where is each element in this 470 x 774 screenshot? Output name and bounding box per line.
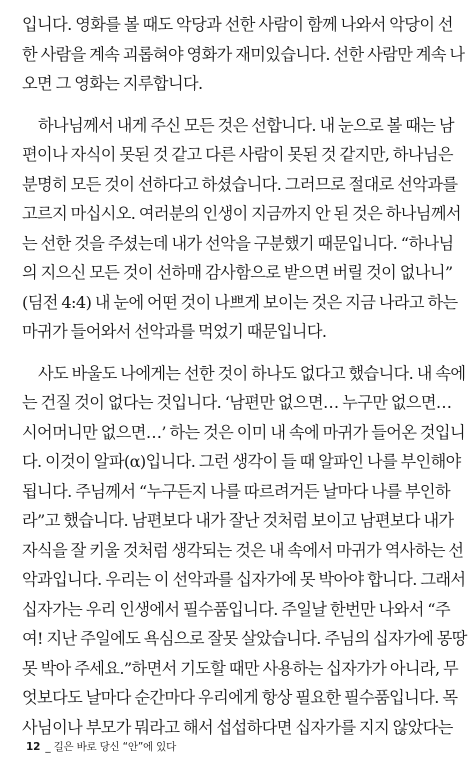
paragraph [22, 111, 461, 347]
text-line: 여! 지난 주일에도 욕심으로 잘못 살았습니다. 주님의 십자가에 몽땅 [22, 629, 467, 648]
text-line: 다. 이것이 알파(α)입니다. 그런 생각이 들 때 알파인 나를 부인해야 [22, 452, 461, 471]
page-number: 12 [26, 741, 41, 753]
text-line: 한 사람을 계속 괴롭혀야 영화가 재미있습니다. 선한 사람만 계속 나 [22, 44, 465, 64]
body-text [22, 10, 467, 742]
text-line: 라”고 했습니다. 남편보다 내가 잘난 것처럼 보이고 남편보다 내가 [22, 511, 454, 530]
paragraph-gap [22, 347, 448, 359]
paragraph-gap [22, 99, 448, 111]
text-line: 의 지으신 모든 것이 선하매 감사함으로 받으면 버릴 것이 없나니” [22, 263, 453, 282]
text-line: 는 건질 것이 없다는 것입니다. ‘남편만 없으면… 누구만 없으면… [22, 393, 452, 412]
text-line: 사님이나 부모가 뭐라고 해서 섭섭하다면 십자가를 지지 않았다는 [22, 717, 453, 737]
text-line: 엇보다도 날마다 순간마다 우리에게 항상 필요한 필수품입니다. 목 [22, 688, 458, 707]
text-line: 오면 그 영화는 지루합니다. [22, 74, 203, 93]
text-line: 입니다. 영화를 볼 때도 악당과 선한 사람이 함께 나와서 악당이 선 [22, 15, 453, 34]
paragraph [22, 10, 465, 99]
text-line: 고르지 마십시오. 여러분의 인생이 지금까지 안 된 것은 하나님께서 [22, 204, 461, 223]
paragraph [22, 359, 467, 743]
text-line: 사도 바울도 나에게는 선한 것이 하나도 없다고 했습니다. 내 속에 [38, 363, 466, 383]
text-line: 분명히 모든 것이 선하다고 하셨습니다. 그러므로 절대로 선악과를 [22, 174, 458, 194]
text-line: (딤전 4:4) 내 눈에 어떤 것이 나쁘게 보이는 것은 지금 나라고 하는 [22, 292, 458, 312]
text-line: 하나님께서 내게 주신 모든 것은 선합니다. 내 눈으로 볼 때는 남 [38, 115, 454, 135]
text-line: 시어머니만 없으면…’ 하는 것은 이미 내 속에 마귀가 들어온 것입니 [22, 422, 466, 442]
book-title: 길은 바로 당신 “안”에 있다 [53, 741, 177, 753]
text-line: 는 선한 것을 주셨는데 내가 선악을 구분했기 때문입니다. “하나님 [22, 233, 454, 253]
text-line: 마귀가 들어와서 선악과를 먹었기 때문입니다. [22, 322, 327, 341]
text-line: 편이나 자식이 못된 것 같고 다른 사람이 못된 것 같지만, 하나님은 [22, 145, 453, 164]
page-footer [26, 739, 176, 754]
footer-separator: _ [45, 741, 51, 753]
text-line: 십자가는 우리 인생에서 필수품입니다. 주일날 한번만 나와서 “주 [22, 599, 451, 619]
text-line: 못 박아 주세요.”하면서 기도할 때만 사용하는 십자가가 아니라, 무 [22, 658, 459, 678]
text-line: 악과입니다. 우리는 이 선악과를 십자가에 못 박아야 합니다. 그래서 [22, 570, 466, 589]
text-line: 됩니다. 주님께서 “누구든지 나를 따르려거든 날마다 나를 부인하 [22, 481, 451, 501]
text-line: 자식을 잘 키울 것처럼 생각되는 것은 내 속에서 마귀가 역사하는 선 [22, 540, 464, 560]
